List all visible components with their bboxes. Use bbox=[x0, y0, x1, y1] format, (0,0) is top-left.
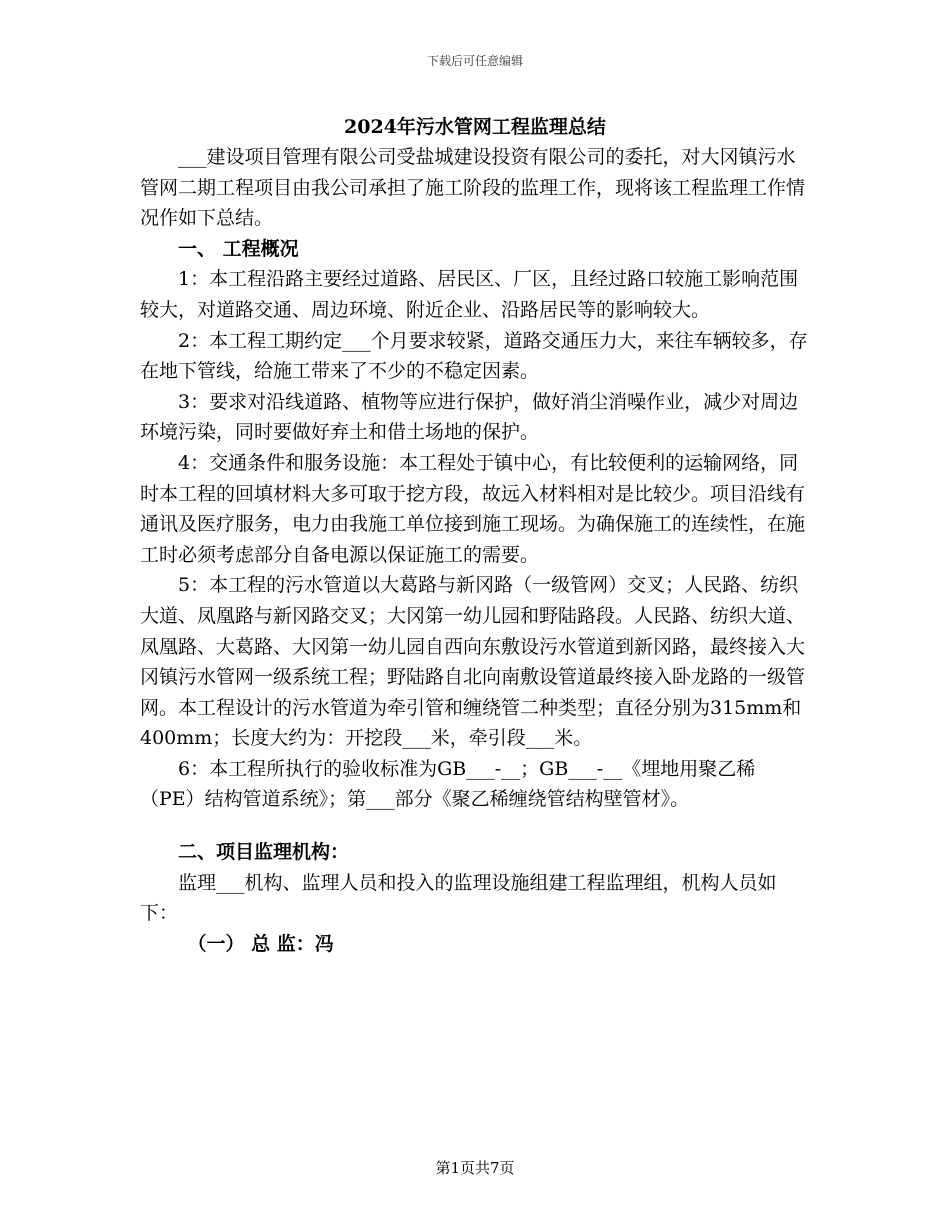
overview-item-2: 2：本工程工期约定___个月要求较紧，道路交通压力大，来往车辆较多，存在地下管线，给施工带来了不少的不稳定因素。 bbox=[140, 329, 808, 383]
organization-paragraph: 监理___机构、监理人员和投入的监理设施组建工程监理组，机构人员如下： bbox=[140, 871, 777, 925]
overview-item-4: 4：交通条件和服务设施：本工程处于镇中心，有比较便利的运输网络，同时本工程的回填材料大多可取于挖方段，故远入材料相对是比较少。项目沿线有通讯及医疗服务，电力由我施工单位接到施工现场。为确保施工的连续性，在施工时必须考虑部分自备电源以保证施工的需要。 bbox=[140, 451, 806, 566]
document-body bbox=[140, 142, 810, 959]
overview-item-6: 6：本工程所执行的验收标准为GB___-__；GB___-__《埋地用聚乙稀（PE）结构管道系统》；第___部分《聚乙稀缠绕管结构壁管材》。 bbox=[140, 757, 756, 811]
intro-paragraph: ___建设项目管理有限公司受盐城建设投资有限公司的委托，对大冈镇污水管网二期工程项目由我公司承担了施工阶段的监理工作，现将该工程监理工作情况作如下总结。 bbox=[140, 146, 806, 230]
overview-item-5: 5：本工程的污水管道以大葛路与新冈路（一级管网）交叉；人民路、纺织大道、凤凰路与新冈路交叉；大冈第一幼儿园和野陆路段。人民路、纺织大道、凤凰路、大葛路、大冈第一幼儿园自西向东敷设污水管道到新冈路，最终接入大冈镇污水管网一级系统工程；野陆路自北向南敷设管道最终接入卧龙路的一级管网。本工程设计的污水管道为牵引管和缠绕管二种类型；直径分别为315mm和400mm；长度大约为：开挖段___米，牵引段___米。 bbox=[140, 574, 806, 750]
section-heading-overview: 一、 工程概况 bbox=[178, 237, 299, 260]
subsection-chief-supervisor: （一） 总 监：冯 bbox=[187, 932, 334, 955]
section-heading-organization: 二、项目监理机构： bbox=[178, 841, 350, 864]
page-header-note: 下载后可任意编辑 bbox=[426, 54, 523, 68]
document-title: 2024年污水管网工程监理总结 bbox=[344, 116, 606, 138]
page-number: 第1页共7页 bbox=[435, 1159, 515, 1177]
overview-item-3: 3：要求对沿线道路、植物等应进行保护，做好消尘消噪作业，减少对周边环境污染，同时要做好弃土和借土场地的保护。 bbox=[140, 390, 799, 444]
overview-item-1: 1：本工程沿路主要经过道路、居民区、厂区，且经过路口较施工影响范围较大，对道路交通、周边环境、附近企业、沿路居民等的影响较大。 bbox=[140, 268, 799, 321]
